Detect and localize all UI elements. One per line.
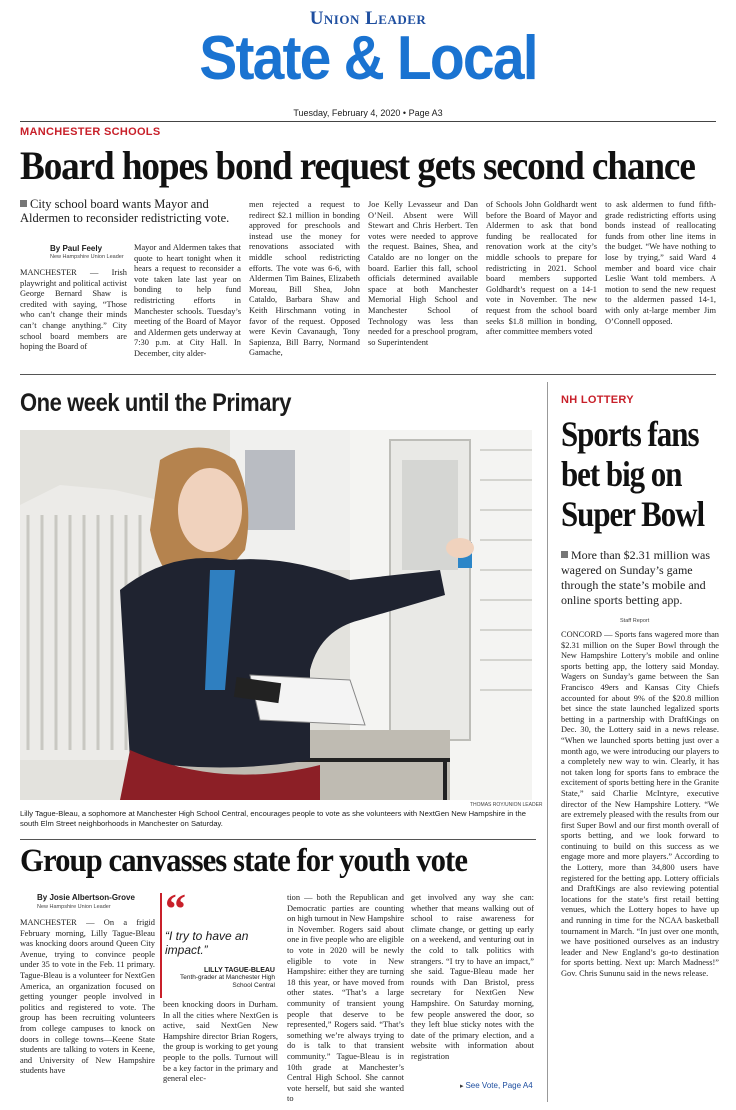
photo-caption: Lilly Tague-Bleau, a sophomore at Manchester High School Central, encourages people to vote as she volunteers with NextGen New Hampshire in the south Elm Street neighborhoods in Manchester on Saturday.	[20, 809, 526, 828]
story2-col-1: MANCHESTER — On a frigid February morning, Lilly Tague-Bleau was knocking doors around Queen City Avenue, trying to convince people under 35 to vote in the Feb. 11 primary. Tague-Bleau is a volunteer for NextGen America, an organization focused on getting younger people involved in politics and registered to vote. The group has been recruiting volunteers from college campuses to knock on doors in college towns—Keene State students are talking to voters in Keene, and University of New Hampshire students have	[20, 918, 155, 1076]
pull-quote-text: “I try to have an impact.”	[165, 929, 249, 957]
story1-col-2: Mayor and Aldermen takes that quote to heart tonight when it hears a request to reconsider a vote taken late last year on bonding to help fund redistricting efforts in Manchester schools. Tuesday’s meeting of the Board of Mayor and Aldermen gets underway at 7:30 p.m. at City Hall. In December, city alder-	[134, 243, 241, 358]
see-vote-link[interactable]	[460, 1081, 533, 1090]
photo-credit: THOMAS ROY/UNION LEADER	[470, 802, 543, 808]
story3-deck-text: More than $2.31 million was wagered on Sunday’s game through the state’s mobile and online sports betting app.	[561, 548, 710, 607]
story3-headline-line-2: bet big on	[561, 454, 682, 494]
bullet-square-icon	[20, 200, 27, 207]
story1-col-4: Joe Kelly Levasseur and Dan O’Neil. Absent were Will Stewart and Chris Herbert. Ten votes were needed to approve the request. Baines, Shea, and Cataldo are no longer on the board. Earlier this fall, school officials determined available space at both Manchester Memorial High School and Manchester School of Technology was less than needed for a preschool program, so Superintendent	[368, 200, 478, 347]
story3-kicker: NH LOTTERY	[561, 394, 634, 406]
story3-body: CONCORD — Sports fans wagered more than $2.31 million on the Super Bowl through the New Hampshire Lottery’s mobile and online sports betting app, the lottery said Monday. Wagers on Sunday’s game between the San Francisco 49ers and Kansas City Chiefs accounted for about 9% of the $20.8 million bet since the state launched legalized sports betting in a partnership with DraftKings on Dec. 30, the Lottery said in a news release. “When we launched sports betting just over a month ago, we were introducing our players to a completely new way to win. Clearly, it has not taken long for sports fans to embrace the excitement of sports betting here in the Granite State,” said Charlie McIntyre, executive director of the New Hampshire Lottery. “We are extremely pleased with the results from our first Super Bowl and our first month overall of sports betting, and we look forward to continuing to build on this success as we engage more and more players.” According to the Lottery, more than 34,800 users have registered for the betting app. Lottery officials and DraftKings are also reviewing potential locations for the state’s first retail betting venues, which the Lottery hopes to have up and running in time for the NCAA basketball tournament in March. “In just over one month, we have positioned ourselves as an industry leader and New England’s go-to destination for sports betting. Next up: March Madness!” Gov. Chris Sununu said in the news release.	[561, 630, 719, 978]
story2-col-2: been knocking doors in Durham. In all the cities where NextGen is active, said NextGen New Hampshire director Brian Rogers, the group is working to get young people to the polls. Turnout will be a key factor in the primary and general elec-	[163, 1000, 278, 1084]
canvasser-photo	[20, 430, 532, 800]
story3-deck	[561, 548, 719, 608]
story1-deck-text: City school board wants Mayor and Aldermen to reconsider redistricting vote.	[20, 197, 230, 225]
paper-name: Union Leader	[309, 8, 427, 29]
story1-byline: By Paul Feely	[50, 244, 103, 253]
top-divider	[20, 121, 716, 122]
story2-headline: Group canvasses state for youth vote	[20, 843, 468, 879]
story3-byline: Staff Report	[620, 618, 650, 624]
pull-quote	[165, 887, 275, 990]
quote-mark-icon: “	[165, 887, 186, 933]
story2-col-4: get involved any way she can: whether that means walking out of school to raise awareness for climate change, or getting up early on a weekend, and venturing out in the cold to talk politics with strangers. “I try to have an impact,” she said. Tague-Bleau made her rounds with Dan Bristol, press secretary for NextGen New Hampshire. On Saturday morning, few people answered the door, so they left blue sticky notes with the date of the primary election, and a website with information about registration	[411, 893, 534, 1061]
story3-headline-line-3: Super Bowl	[561, 494, 705, 534]
dateline: Tuesday, February 4, 2020 • Page A3	[293, 108, 443, 118]
story3-headline	[561, 414, 705, 534]
arrow-right-icon: ▸	[460, 1083, 466, 1090]
story2-col-3: tion — both the Republican and Democratic parties are counting on high turnout in New Hampshire in November. Rogers said about one in five people who are eligible to vote in 2020 will be newly eligible to vote in New Hampshire: either they are turning 18 this year, or have moved from other states. “That’s a large community of transient young people that deserve to be represented,” Rogers said. “That’s something we’re always trying to do is talk to that transient community.” Tague-Bleau is in 10th grade at Manchester’s Central High School. She cannot vote herself, but said she wanted to	[287, 893, 404, 1104]
story3-headline-line-1: Sports fans	[561, 414, 699, 454]
story1-headline: Board hopes bond request gets second chance	[20, 143, 695, 188]
story1-kicker: MANCHESTER SCHOOLS	[20, 126, 161, 138]
photo-illustration	[20, 430, 532, 800]
story1-col-1: MANCHESTER — Irish playwright and political activist George Bernard Shaw is credited with saying, “Those who can’t change their minds can’t change anything.” City school board members are hoping the Board of	[20, 268, 127, 352]
column-divider	[547, 382, 548, 1102]
bullet-square-icon	[561, 551, 568, 558]
story1-col-5: of Schools John Goldhardt went before the Board of Mayor and Aldermen to ask that bond funding be reallocated for renovation work at the city’s middle schools to prepare for redistricting in 2021. School board members supported Goldhardt’s request on a 14-1 vote in November. The new request from the school board seeks $1.8 million in bonding, after committee members voted	[486, 200, 597, 337]
pull-quote-rule	[160, 893, 162, 998]
caption-divider	[20, 839, 536, 840]
see-vote-label: See Vote, Page A4	[465, 1081, 533, 1090]
story1-affiliation: New Hampshire Union Leader	[50, 254, 124, 260]
pull-quote-name: LILLY TAGUE-BLEAU	[203, 967, 275, 974]
story2-affiliation: New Hampshire Union Leader	[37, 904, 111, 910]
story1-bottom-divider	[20, 374, 716, 375]
section-title: State & Local	[199, 24, 537, 93]
story1-col-3: men rejected a request to redirect $2.1 million in bonding approved for preschools and instead use the money for renovations associated with middle school redistricting efforts. The vote was 6-6, with Aldermen Tim Baines, Elizabeth Moreau, Bill Shea, John Cataldo, Barbara Shaw and Keith Hirschmann voting in favor of the request. Opposed were Kevin Cavanaugh, Tony Sapienza, Bill Barry, Normand Gamache,	[249, 200, 360, 358]
story2-byline: By Josie Albertson-Grove	[37, 893, 135, 902]
primary-section-title: One week until the Primary	[20, 389, 291, 417]
pull-quote-role: Tenth-grader at Manchester High School Central	[179, 974, 275, 989]
story1-deck	[20, 197, 235, 225]
story1-col-6: to ask aldermen to fund fifth-grade redistricting efforts using bonds instead of reallocating funds from other line items in the budget. “We have nothing to lose by trying,” said Ward 4 member and board vice chair Leslie Want told members. A motion to send the new request to the aldermen passed 14-1, with only at-large member Jim O’Connell opposed.	[605, 200, 716, 326]
